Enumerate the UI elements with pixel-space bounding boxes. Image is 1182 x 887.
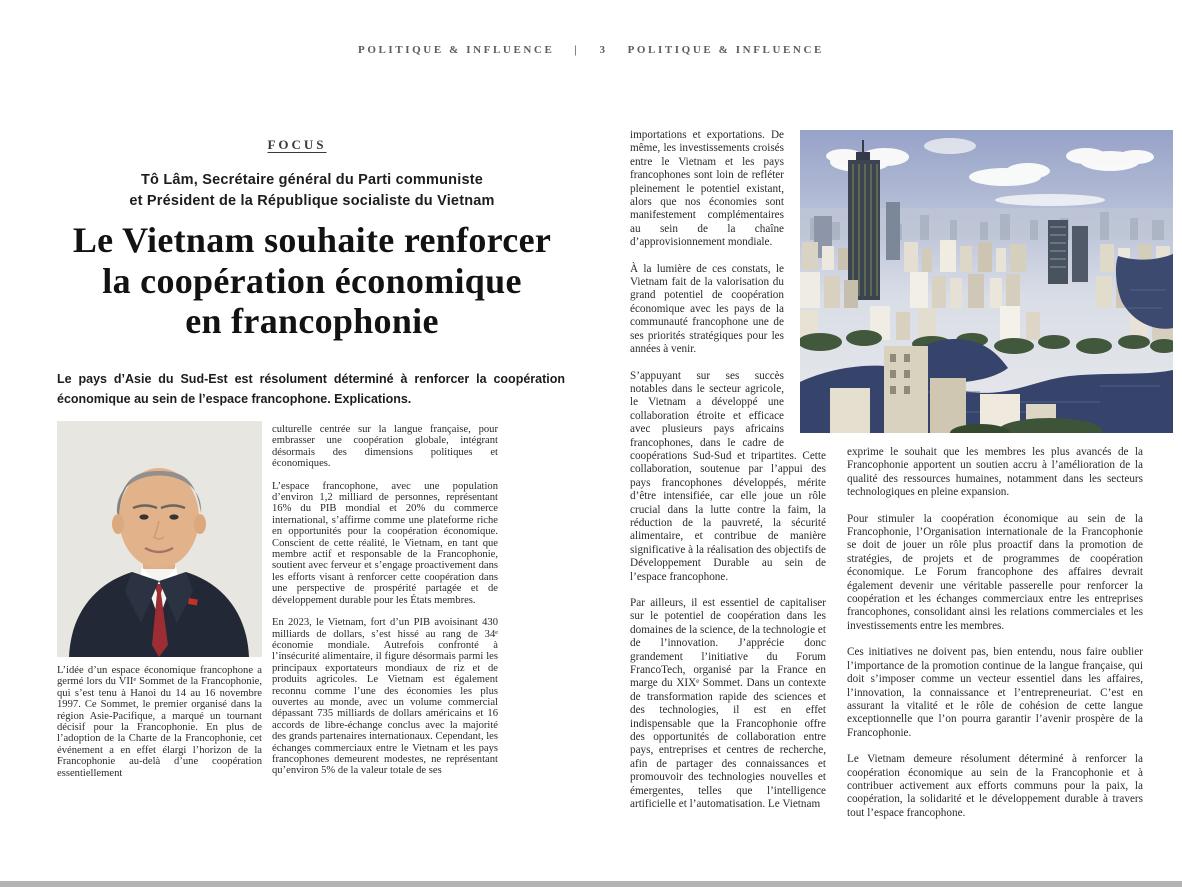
headline-line: Le Vietnam souhaite renforcer: [72, 220, 552, 260]
page-bottom-edge: [0, 881, 1182, 887]
body-paragraph: culturelle centrée sur la langue française, pour embrasser une coopération globale, intégrant désormais des dimensions politiques et économiques.: [272, 424, 498, 470]
headline-line: en francophonie: [185, 301, 439, 342]
body-column-2: [272, 424, 498, 788]
standfirst: Le pays d’Asie du Sud-Est est résolument déterminé à renforcer la coopération économique au sein de l’espace francophone. Explications.: [57, 372, 565, 406]
subtitle-line: Tô Lâm, Secrétaire général du Parti communiste: [141, 172, 483, 188]
subtitle-line: et Président de la République socialiste du Vietnam: [129, 192, 495, 209]
running-head: [0, 44, 1182, 56]
photo-wrap-spacer: [784, 129, 826, 439]
portrait-illustration: [57, 421, 262, 657]
kicker: [57, 137, 537, 153]
running-head-left: POLITIQUE & INFLUENCE: [358, 44, 555, 56]
body-paragraph: S’appuyant sur ses succès notables dans le secteur agricole, le Vietnam a développé une collaboration étroite et efficace avec plusieurs pays africains francophones, dans le cadre de coopérations Sud-Sud et tripartites. Cette collaboration, soutenue par l’appui des pays francophones développés, mérite d’être intensifiée, car elle joue un rôle crucial dans la lutte contre la faim, la réduction de la pauvreté, la sécurité alimentaire, et contribue de manière significative à la réalisation des objectifs de Développement Durable au sein de l’espace francophone.: [630, 369, 826, 583]
body-paragraph: Ces initiatives ne doivent pas, bien entendu, nous faire oublier l’importance de la promotion continue de la langue française, qui doit s’imposer comme un vecteur essentiel dans les affaires, l’innovation, la connaissance et l’entrepreneuriat. C’est en assurant la vitalité et le rôle de cohésion de cette langue exceptionnelle que l’on pourra garantir l’avenir prospère de la Francophonie.: [847, 646, 1143, 739]
body-paragraph: Le Vietnam demeure résolument déterminé à renforcer la coopération économique au sein de la Francophonie et à contribuer activement aux efforts communs pour la paix, la coopération, la solidarité et le développement durable à travers tout l’espace francophone.: [847, 753, 1143, 819]
body-column-1: [57, 665, 262, 790]
headline-line: la coopération économique: [102, 260, 522, 301]
body-paragraph: Pour stimuler la coopération économique au sein de la Francophonie, l’Organisation internationale de la Francophonie se doit de jouer un rôle plus proactif dans la promotion de stratégies, de projets et de programmes de coopération économique. Le Forum francophone des affaires devrait également devenir une véritable passerelle pour renforcer la coopération et les échanges commerciaux entre les entreprises francophones, consolidant ainsi les relations commerciales et les investissements entre les membres.: [847, 512, 1143, 632]
body-paragraph: L’espace francophone, avec une population d’environ 1,2 milliard de personnes, représentant 16% du PIB mondial et 20% du commerce international, s’affirme comme une plateforme riche en opportunités pour la coopération économique. Conscient de cette réalité, le Vietnam, en tant que membre actif et responsable de la Francophonie, soutient avec ferveur et s’engage proactivement dans les efforts visant à renforcer cette coopération dans une perspective de prospérité partagée et de développement durable pour les États membres.: [272, 480, 498, 606]
body-paragraph: À la lumière de ces constats, le Vietnam fait de la valorisation du grand potentiel de coopération économique avec les pays de la communauté francophone une de ses priorités stratégiques pour les années à venir.: [630, 262, 784, 356]
portrait-photo-to-lam: [57, 421, 262, 657]
cityscape-photo-hanoi: [800, 130, 1173, 433]
body-column-3: [630, 129, 826, 825]
kicker-label: FOCUS: [267, 137, 327, 152]
cityscape-illustration: [800, 130, 1173, 433]
body-paragraph: En 2023, le Vietnam, fort d’un PIB avoisinant 430 milliards de dollars, s’est hissé au rang de 34ᵉ économie mondiale. Autrefois confronté à l’insécurité alimentaire, il figure désormais parmi les principaux exportateurs mondiaux de riz et de produits agricoles. Le Vietnam est également reconnu comme l’une des économies les plus ouvertes au monde, avec un volume commercial dépassant 735 milliards de dollars américains et 16 accords de libre-échange conclus avec la majorité des grands partenaires internationaux. Cependant, les échanges commerciaux entre le Vietnam et les pays francophones demeurent modestes, ne représentant qu’environ 5% de la valeur totale de ses: [272, 617, 498, 777]
body-paragraph: Par ailleurs, il est essentiel de capitaliser sur le potentiel de coopération dans les domaines de la science, de la technologie et de l’innovation. J’apprécie donc grandement l’initiative du Forum FrancoTech, organisé par la France en marge du XIXᵉ Sommet. Dans un contexte de transformation rapide des sciences et des technologies, il est en effet indispensable que la Francophonie offre des opportunités de collaboration entre pays, entreprises et centres de recherche, afin de partager des connaissances et promouvoir des technologies nouvelles et émergentes, telles que l’intelligence artificielle et l’automatisation. Le Vietnam: [630, 597, 826, 811]
body-paragraph: exprime le souhait que les membres les plus avancés de la Francophonie apportent un soutien accru à l’amélioration de la qualité des ressources humaines, notamment dans les secteurs technologiques en pleine expansion.: [847, 446, 1143, 499]
body-column-4: [847, 446, 1143, 833]
running-head-separator: |: [574, 44, 580, 56]
running-head-right: POLITIQUE & INFLUENCE: [627, 44, 824, 56]
body-paragraph: importations et exportations. De même, les investissements croisés entre le Vietnam et les pays francophones sont loin de refléter pleinement le potentiel existant, alors que nos économies sont manifestement complémentaires au sein de la chaîne d’approvisionnement mondiale.: [630, 129, 784, 249]
page-number: 3: [599, 44, 608, 56]
body-paragraph: L’idée d’un espace économique francophone a germé lors du VIIᵉ Sommet de la Francophonie, qui s’est tenu à Hanoi du 14 au 16 novembre 1997. Ce Sommet, le premier organisé dans la région Asie-Pacifique, a marqué un tournant décisif pour la Francophonie. En plus de l’adoption de la Charte de la Francophonie, cet événement a en effet élargi l’horizon de la Francophonie au-delà d’une coopération essentiellement: [57, 665, 262, 779]
page-title: [17, 220, 607, 342]
article-subtitle: [27, 170, 597, 211]
